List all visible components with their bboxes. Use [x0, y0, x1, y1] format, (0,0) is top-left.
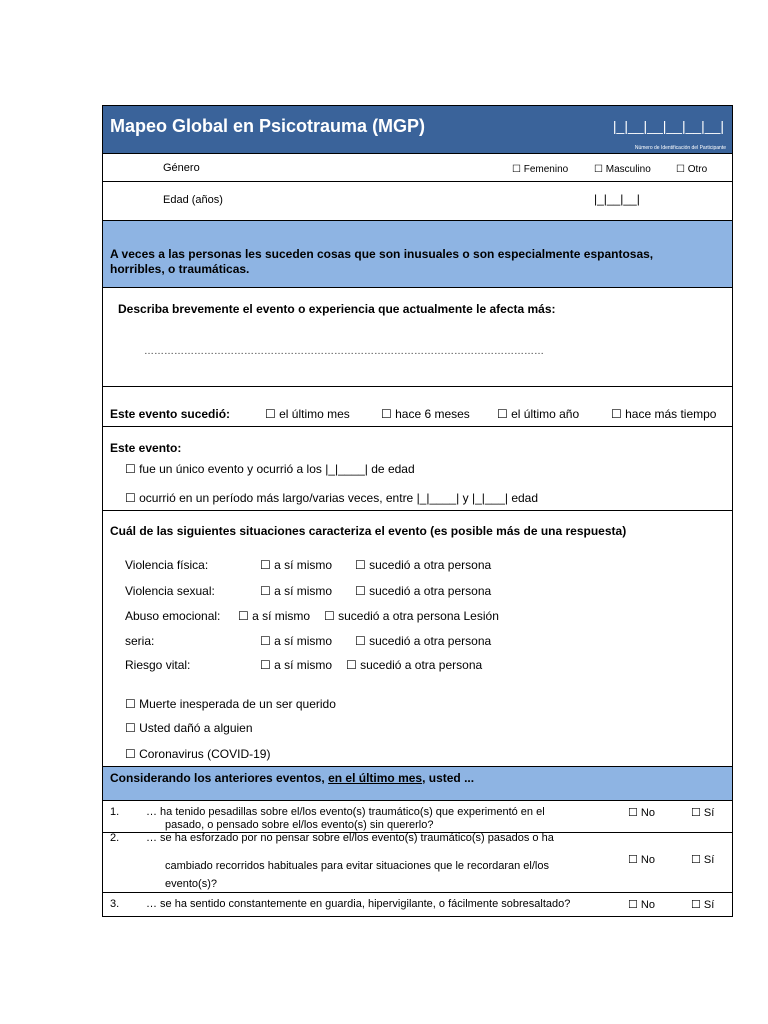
q2-no-checkbox[interactable]: ☐ No: [628, 854, 655, 866]
question-row: [103, 893, 732, 917]
situations-section: [103, 511, 732, 766]
describe-label: Describa brevemente el evento o experiencia que actualmente le afecta más:: [118, 302, 556, 316]
situation-label: Abuso emocional:: [125, 609, 221, 623]
occurred-label: Este evento sucedió:: [110, 407, 231, 421]
question-row: [103, 801, 732, 833]
longer-ago-checkbox[interactable]: ☐ hace más tiempo: [611, 407, 717, 421]
describe-input[interactable]: …………………………………………………………………………………………………………: [144, 346, 544, 357]
sexual-other-checkbox[interactable]: ☐ sucedió a otra persona: [355, 584, 492, 598]
question-row: [103, 833, 732, 893]
age-label: Edad (años): [163, 194, 223, 206]
situations-question: Cuál de las siguientes situaciones caracteriza el evento (es posible más de una respuesta): [110, 524, 627, 538]
last-year-checkbox[interactable]: ☐ el último año: [497, 407, 580, 421]
participant-id-label: Número de Identificación del Participante: [634, 145, 726, 151]
intro-line-2: horribles, o traumáticas.: [110, 262, 250, 276]
q3-yes-checkbox[interactable]: ☐ Sí: [691, 899, 715, 911]
question-text: cambiado recorridos habituales para evitar situaciones que le recordaran el/los: [165, 860, 549, 872]
unexpected-death-checkbox[interactable]: ☐ Muerte inesperada de un ser querido: [125, 697, 336, 711]
occurred-row: [103, 387, 732, 427]
question-text: … ha tenido pesadillas sobre el/los evento(s) traumático(s) que experimentó en el: [146, 806, 545, 818]
last-month-header: [103, 766, 732, 801]
sexual-self-checkbox[interactable]: ☐ a sí mismo: [260, 584, 333, 598]
question-number: 3.: [110, 898, 120, 910]
q1-yes-checkbox[interactable]: ☐ Sí: [691, 807, 715, 819]
injury-self-checkbox[interactable]: ☐ a sí mismo: [260, 634, 333, 648]
gender-row: [103, 154, 732, 182]
situation-label: Violencia sexual:: [125, 584, 215, 598]
question-text: … se ha sentido constantemente en guardia, hipervigilante, o fácilmente sobresaltado?: [146, 898, 571, 910]
question-number: 1.: [110, 806, 120, 818]
intro-section: [103, 221, 732, 288]
q1-no-checkbox[interactable]: ☐ No: [628, 807, 655, 819]
repeated-event-checkbox[interactable]: ☐ ocurrió en un período más largo/varias veces, entre |_|____| y |_|___| edad: [125, 491, 539, 505]
form-header: [103, 106, 732, 154]
gender-other-checkbox[interactable]: ☐ Otro: [676, 164, 708, 175]
last-month-heading: Considerando los anteriores eventos, en el último mes, usted ...: [110, 771, 475, 785]
physical-self-checkbox[interactable]: ☐ a sí mismo: [260, 558, 333, 572]
physical-other-checkbox[interactable]: ☐ sucedió a otra persona: [355, 558, 492, 572]
emotional-other-checkbox[interactable]: ☐ sucedió a otra persona Lesión: [324, 609, 499, 623]
event-type-label: Este evento:: [110, 441, 182, 455]
life-risk-other-checkbox[interactable]: ☐ sucedió a otra persona: [346, 658, 483, 672]
six-months-checkbox[interactable]: ☐ hace 6 meses: [381, 407, 470, 421]
event-type-section: [103, 427, 732, 511]
participant-id-field[interactable]: |_|__|__|__|__|__|: [612, 118, 724, 134]
describe-section: [103, 288, 732, 387]
question-number: 2.: [110, 832, 120, 844]
gender-male-checkbox[interactable]: ☐ Masculino: [594, 164, 651, 175]
question-text: evento(s)?: [165, 878, 217, 890]
q2-yes-checkbox[interactable]: ☐ Sí: [691, 854, 715, 866]
intro-line-1: A veces a las personas les suceden cosas que son inusuales o son especialmente espantosas,: [110, 247, 654, 261]
gender-female-checkbox[interactable]: ☐ Femenino: [512, 164, 569, 175]
question-text: … se ha esforzado por no pensar sobre el/los evento(s) traumático(s) pasados o ha: [146, 832, 554, 844]
life-risk-self-checkbox[interactable]: ☐ a sí mismo: [260, 658, 333, 672]
form-title: Mapeo Global en Psicotrauma (MGP): [110, 116, 426, 136]
question-text: pasado, o pensado sobre el/los evento(s) sin quererlo?: [165, 819, 434, 831]
last-month-checkbox[interactable]: ☐ el último mes: [265, 407, 350, 421]
age-input[interactable]: |_|__|__|: [594, 192, 640, 206]
questionnaire-form: [102, 105, 733, 917]
age-row: [103, 182, 732, 221]
emotional-self-checkbox[interactable]: ☐ a sí mismo: [238, 609, 311, 623]
q3-no-checkbox[interactable]: ☐ No: [628, 899, 655, 911]
gender-label: Género: [163, 162, 200, 174]
coronavirus-checkbox[interactable]: ☐ Coronavirus (COVID-19): [125, 747, 271, 761]
situation-label: Riesgo vital:: [125, 658, 191, 672]
single-event-checkbox[interactable]: ☐ fue un único evento y ocurrió a los |_|____| de edad: [125, 462, 415, 476]
situation-label: seria:: [125, 634, 155, 648]
injury-other-checkbox[interactable]: ☐ sucedió a otra persona: [355, 634, 492, 648]
situation-label: Violencia física:: [125, 558, 209, 572]
harmed-someone-checkbox[interactable]: ☐ Usted dañó a alguien: [125, 721, 253, 735]
